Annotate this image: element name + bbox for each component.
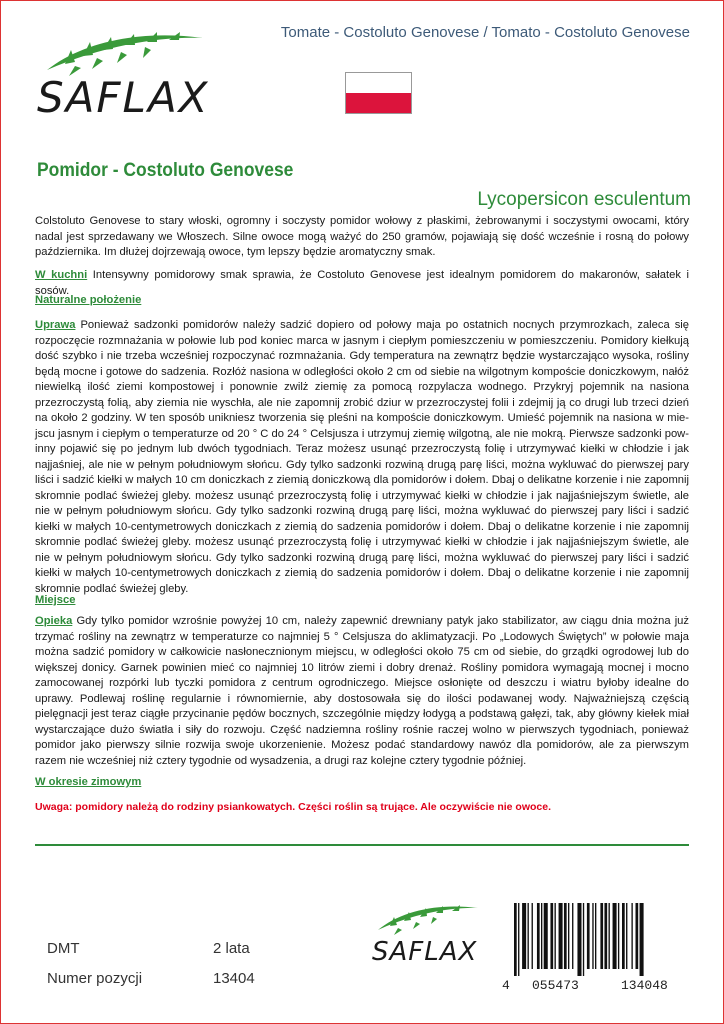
barcode-digits-left: 055473 xyxy=(532,978,579,993)
saflax-logo xyxy=(35,28,235,120)
habitat-heading: Naturalne położenie xyxy=(35,294,142,306)
kitchen-heading: W kuchni xyxy=(35,269,88,281)
care-heading: Opieka xyxy=(35,615,73,627)
barcode-icon xyxy=(512,903,689,976)
care-section xyxy=(35,614,689,769)
logo-wordmark-small: SAFLAX xyxy=(372,937,478,967)
divider xyxy=(35,844,689,846)
logo-wordmark: SAFLAX xyxy=(37,73,210,120)
poland-flag-icon xyxy=(345,72,412,114)
habitat-section xyxy=(35,293,689,309)
kitchen-text: Intensywny pomidorowy smak sprawia, że Costoluto Genovese jest idealnym pomidorem do makaronów, sałatek i sosów. xyxy=(35,269,689,297)
saflax-logo-small xyxy=(370,902,490,968)
item-number-value: 13404 xyxy=(213,970,255,987)
item-number-label: Numer pozycji xyxy=(47,970,143,987)
dmt-label: DMT xyxy=(47,940,80,957)
dmt-value: 2 lata xyxy=(213,940,250,957)
cultivation-section xyxy=(35,318,689,597)
barcode-digits-right: 134048 xyxy=(621,978,668,993)
winter-heading: W okresie zimowym xyxy=(35,776,142,788)
product-title: Pomidor - Costoluto Genovese xyxy=(37,160,294,181)
barcode-digit-prefix: 4 xyxy=(502,978,510,993)
care-text: Gdy tylko pomidor wzrośnie powyżej 10 cm, należy zapewnić drewniany patyk jako stabilizator, aw ciągu dnia można już trzymać rośliny na zewnątrz w temperaturze co najmniej 5 ° Celsjusza do aklimatyzacji. Po „Lodowych Świętych” w połowie maja można sadzić pomidory w całkowicie nasłonecznionym miejscu, w odległości około 75 cm od siebie, do grządki ogrodowej lub do większej donicy. Garnek powinien mieć co najmniej 10 litrów ziemi i dobry drenaż. Rośliny pomidora wymagają mocnej i mocno zamocowanej rozpórki lub tyczki pomidora z centrum ogrodniczego. Miejsce osłonięte od deszczu i wiatru byłoby idealne do uprawy. Podlewaj roślinę regularnie i równomiernie, aby dostosowała się do ilości podawanej wody. Najważniejszą częścią pielęgnacji jest teraz ciągłe przycinanie pędów bocznych, szczególnie między łodygą a podstawą gałęzi, tak, aby główny kiełek miał wystarczające dużo światła i siły do rozwoju. Część nadziemna rośliny rośnie raczej wolno w pierwszych tygodniach, ponieważ pomidor jako pierwszy silnie rozwija swoje ukorzenienie. Możesz podać standardowy nawóz dla pomidorów, ale za pierwszym razem nie wcześniej niż cztery tygodnie od wysadzenia, a drugi raz kolejne cztery tygodnie później. xyxy=(35,615,689,767)
location-heading: Miejsce xyxy=(35,594,76,606)
winter-section xyxy=(35,775,689,791)
latin-name: Lycopersicon esculentum xyxy=(477,189,691,210)
warning-text: Uwaga: pomidory należą do rodziny psiankowatych. Części roślin są trujące. Ale oczywiście nie owoce. xyxy=(35,801,552,813)
cultivation-heading: Uprawa xyxy=(35,319,76,331)
intro-paragraph: Colstoluto Genovese to stary włoski, ogromny i soczysty pomidor wołowy z płaskimi, żebrowanymi i soczystymi owocami, który nadal jest sprzedawany we Włoszech. Silne owoce mogą ważyć do 250 gramów, pojawiają się dość wcześnie i rosną do połowy października. Im dłużej dojrzewają owoce, tym lepszy będzie aromatyczny smak. xyxy=(35,215,689,258)
header-title: Tomate - Costoluto Genovese / Tomato - Costoluto Genovese xyxy=(280,24,690,41)
location-section xyxy=(35,593,689,609)
cultivation-text: Ponieważ sadzonki pomidorów należy sadzić dopiero od połowy maja po ostatnich nocnych przymrozkach, zaleca się rozpoczęcie rozmnażania w połowie lub pod koniec marca w jasnym i ciepłym pomieszczeniu w pomieszczeniu. Pomidory kiełkują dość szybko i nie trzeba wcześniej rozpoczynać rozmnażania. Gdy temperatura na zewnątrz będzie wystarczająco wysoka, rośliny będą mocne i gotowe do sadzenia. Rozłóż nasiona w odległości około 2 cm od siebie na wilgotnym kompoście doniczkowym, nałóż niewielką ilość ziemi kompostowej i ponownie zwilż ziemię za pomocą rozpylacza wodnego. Przykryj pojemnik na nasiona przezroczystą folią, aby ziemia nie wyschła, ale nie zapomnij zrobić dziur w przezroczystej folii i zdejmij ją co drugi lub trzeci dzień na około 2 godziny. W ten sposób unikniesz tworzenia się pleśni na kompoście doniczkowym. Umieść pojemnik na nasiona w mie-jscu jasnym i ciepłym o temperaturze od 20 ° C do 24 ° Celsjusza i utrzymuj ziemię wilgotną, ale nie mokrą. Pierwsze sadzonki pow-inny pojawić się po jednym lub dwóch tygodniach. Teraz możesz usunąć przezroczystą folię i utrzymywać kiełki w chłodzie i jak najjaśniej, ale nie w pełnym południowym słońcu. Gdy tylko sadzonki rozwiną drugą parę liści, można wykluwać do pierwszej pary liści i sadzić kiełki w małych 10 cm doniczkach z ziemią doniczkową dla pomidorów i dołem. Dbaj o delikatne korzenie i nie zapomnij skromnie podlać świeżej gleby. możesz usunąć przezroczystą folię i utrzymywać kiełki w chłodzie i jak najjaśniejszym świetle, ale nie w pełnym południowym słońcu. Gdy tylko sadzonki rozwiną drugą parę liści, można wykluwać do pierwszej pary liści i sadzić kiełki w małych 10-centymetrowych doniczkach z ziemią do sadzenia pomidorów i dołem. Dbaj o delikatne korzenie i nie zapomnij skromnie podlać świeżej gleby. możesz usunąć przezroczystą folię i utrzymywać kiełki w chłodzie i jak najjaśniejszym świetle, ale nie w pełnym południowym słońcu. Gdy tylko sadzonki rozwiną drugą parę liści, można wykluwać do pierwszej pary liści i sadzić kiełki w małych 10-centymetrowych doniczkach z ziemią do sadzenia pomidorów i dołem. Dbaj o delikatne korzenie i nie zapomnij skromnie podlać świeżej gleby. xyxy=(35,319,690,595)
